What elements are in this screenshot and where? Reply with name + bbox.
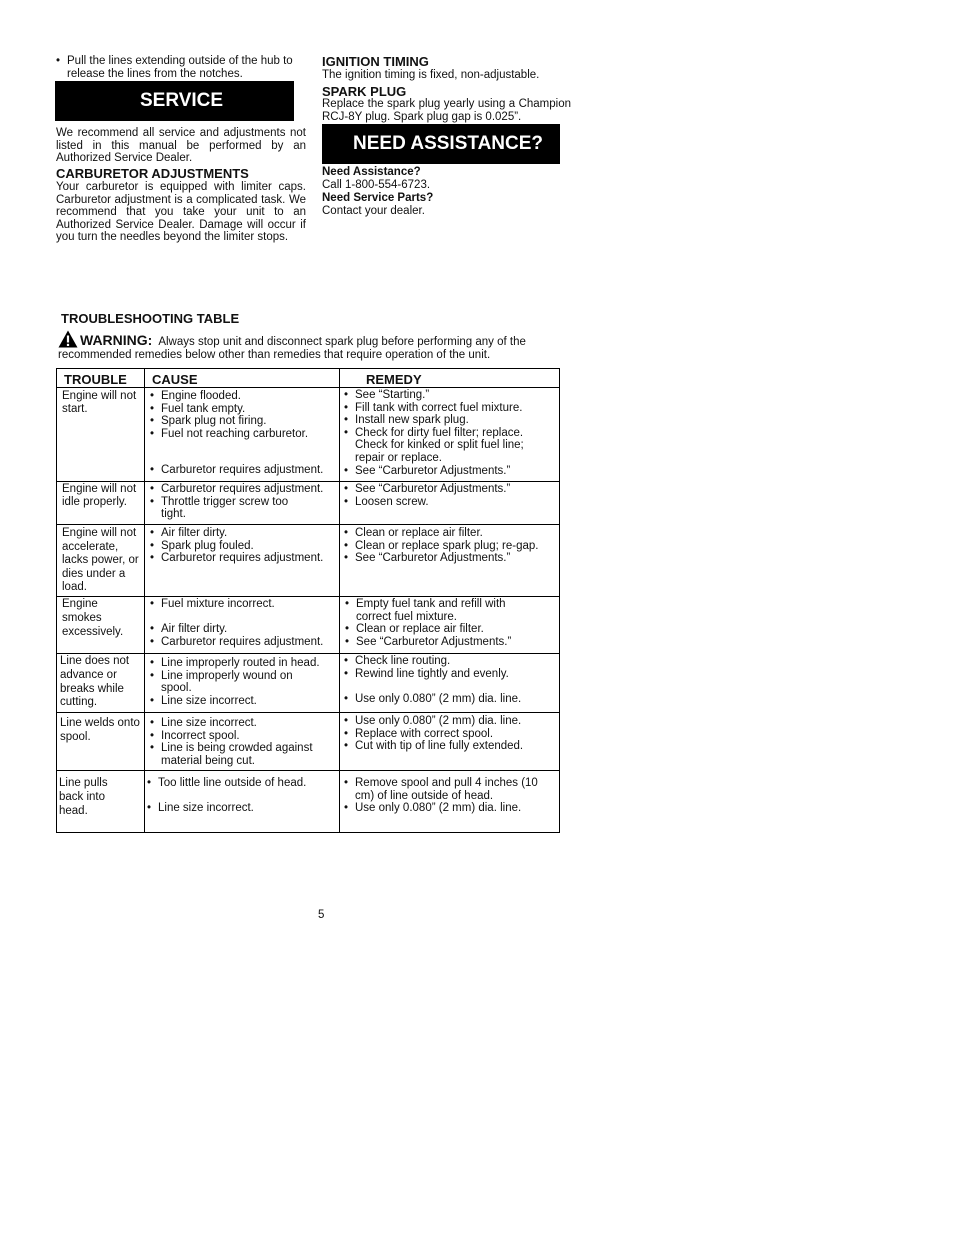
- list-item: • See “Carburetor Adjustments.”: [344, 552, 560, 565]
- list-item: • Fuel not reaching carburetor.: [150, 428, 342, 441]
- ignition-heading: IGNITION TIMING: [322, 54, 429, 69]
- intro-bullet: • Pull the lines extending outside of the hub to release the lines from the notches.: [56, 55, 310, 80]
- header-cause: CAUSE: [152, 372, 198, 387]
- warning-label: WARNING:: [80, 332, 153, 348]
- list-item: • Line is being crowded against material being cut.: [150, 742, 341, 767]
- list-item: • Air filter dirty.: [150, 623, 342, 636]
- remedy-cell: [345, 598, 537, 648]
- list-item: • Line size incorrect.: [150, 695, 342, 708]
- list-item: • Spark plug fouled.: [150, 540, 342, 553]
- row-divider: [57, 770, 559, 771]
- list-item: • Incorrect spool.: [150, 730, 342, 743]
- carburetor-text: Your carburetor is equipped with limiter caps. Carburetor adjustment is a complicated task. We recommend that you take your unit to an Authorized Service Dealer. Damage will occur if you turn the needles beyond the limiter stops.: [56, 181, 306, 244]
- warning-text: Always stop unit and disconnect spark plug before performing any of the recommended remedies below other than remedies that require operation of the unit.: [58, 336, 526, 361]
- list-item: • Rewind line tightly and evenly.: [344, 668, 558, 681]
- list-item: • Replace with correct spool.: [344, 728, 558, 741]
- list-item: • Line size incorrect.: [150, 717, 342, 730]
- assistance-block: [322, 166, 562, 217]
- list-item: • Clean or replace air filter.: [344, 527, 560, 540]
- service-text: We recommend all service and adjustments not listed in this manual be performed by an Authorized Service Dealer.: [56, 127, 306, 165]
- row-divider: [57, 481, 559, 482]
- list-item: • Clean or replace air filter.: [345, 623, 537, 636]
- parts-answer: Contact your dealer.: [322, 204, 425, 217]
- spark-plug-text: Replace the spark plug yearly using a Champion RCJ-8Y plug. Spark plug gap is 0.025”.: [322, 98, 571, 123]
- list-item: • Engine flooded.: [150, 390, 342, 403]
- trouble-cell: Line pulls back into head.: [59, 777, 108, 817]
- service-banner: [55, 81, 294, 121]
- cause-cell: [147, 777, 339, 815]
- remedy-cell: [344, 655, 558, 705]
- page-number: 5: [318, 909, 325, 921]
- cause-cell: [150, 483, 342, 521]
- list-item: • Air filter dirty.: [150, 527, 342, 540]
- list-item: • Spark plug not firing.: [150, 415, 342, 428]
- list-item: • Use only 0.080” (2 mm) dia. line.: [344, 802, 558, 815]
- list-item: • Cut with tip of line fully extended.: [344, 740, 558, 753]
- list-item: • Empty fuel tank and refill with correct fuel mixture.: [345, 598, 531, 623]
- row-divider: [57, 596, 559, 597]
- list-item: • Line improperly wound on spool.: [150, 670, 321, 695]
- troubleshooting-title: TROUBLESHOOTING TABLE: [61, 311, 240, 326]
- cause-cell: [150, 527, 342, 565]
- list-item: • Carburetor requires adjustment.: [150, 636, 342, 649]
- list-item: • Check for dirty fuel filter; replace. Check for kinked or split fuel line; repair or replace.: [344, 427, 547, 465]
- list-item: • Use only 0.080” (2 mm) dia. line.: [344, 693, 558, 706]
- trouble-cell: Engine will not accelerate, lacks power, or dies under a load.: [62, 527, 139, 594]
- warning-icon: [58, 330, 78, 348]
- list-item: • Clean or replace spark plug; re-gap.: [344, 540, 560, 553]
- column-divider: [144, 369, 145, 832]
- remedy-cell: [344, 777, 558, 815]
- row-divider: [57, 712, 559, 713]
- cause-cell: [150, 657, 342, 707]
- list-item: • See “Carburetor Adjustments.”: [345, 636, 537, 649]
- row-divider: [57, 524, 559, 525]
- row-divider: [57, 387, 559, 388]
- list-item: • Too little line outside of head.: [147, 777, 339, 790]
- list-item: • Fill tank with correct fuel mixture.: [344, 402, 558, 415]
- warning-block: [58, 330, 562, 361]
- cause-cell: [150, 598, 342, 648]
- row-divider: [57, 653, 559, 654]
- remedy-cell: [344, 715, 558, 753]
- need-assistance-banner: [322, 124, 560, 164]
- ignition-text: The ignition timing is fixed, non-adjustable.: [322, 69, 540, 81]
- list-item: • Use only 0.080” (2 mm) dia. line.: [344, 715, 558, 728]
- header-trouble: TROUBLE: [64, 372, 127, 387]
- assistance-question: Need Assistance?: [322, 166, 421, 178]
- remedy-cell: [344, 483, 558, 508]
- list-item: • Install new spark plug.: [344, 414, 558, 427]
- list-item: • Fuel mixture incorrect.: [150, 598, 342, 611]
- service-banner-text: SERVICE: [140, 90, 224, 111]
- carburetor-heading: CARBURETOR ADJUSTMENTS: [56, 166, 249, 181]
- spark-plug-heading: SPARK PLUG: [322, 84, 407, 99]
- list-item: • See “Carburetor Adjustments.”: [344, 483, 558, 496]
- list-item: • Line improperly routed in head.: [150, 657, 342, 670]
- cause-cell: [150, 717, 342, 767]
- list-item: • Line size incorrect.: [147, 802, 339, 815]
- need-assistance-banner-text: NEED ASSISTANCE?: [353, 133, 544, 154]
- parts-question: Need Service Parts?: [322, 192, 434, 205]
- list-item: • Carburetor requires adjustment.: [150, 552, 342, 565]
- remedy-cell: [344, 389, 558, 477]
- trouble-cell: Engine will not idle properly.: [62, 483, 137, 508]
- trouble-cell: Engine will not start.: [62, 390, 137, 415]
- remedy-cell: [344, 527, 560, 565]
- header-remedy: REMEDY: [366, 372, 422, 387]
- list-item: • Check line routing.: [344, 655, 558, 668]
- trouble-cell: Line does not advance or breaks while cutting.: [60, 655, 130, 709]
- list-item: • See “Starting.”: [344, 389, 558, 402]
- list-item: • Fuel tank empty.: [150, 403, 342, 416]
- list-item: • See “Carburetor Adjustments.”: [344, 465, 558, 478]
- trouble-cell: Line welds onto spool.: [60, 717, 140, 743]
- trouble-cell: Engine smokes excessively.: [62, 598, 124, 638]
- list-item: • Carburetor requires adjustment.: [150, 464, 342, 477]
- list-item: • Loosen screw.: [344, 496, 558, 509]
- cause-cell: [150, 390, 342, 477]
- list-item: • Remove spool and pull 4 inches (10 cm) of line outside of head.: [344, 777, 545, 802]
- list-item: • Throttle trigger screw too tight.: [150, 496, 301, 521]
- list-item: • Carburetor requires adjustment.: [150, 483, 342, 496]
- troubleshooting-table: [56, 368, 560, 833]
- assistance-phone: Call 1-800-554-6723.: [322, 178, 431, 191]
